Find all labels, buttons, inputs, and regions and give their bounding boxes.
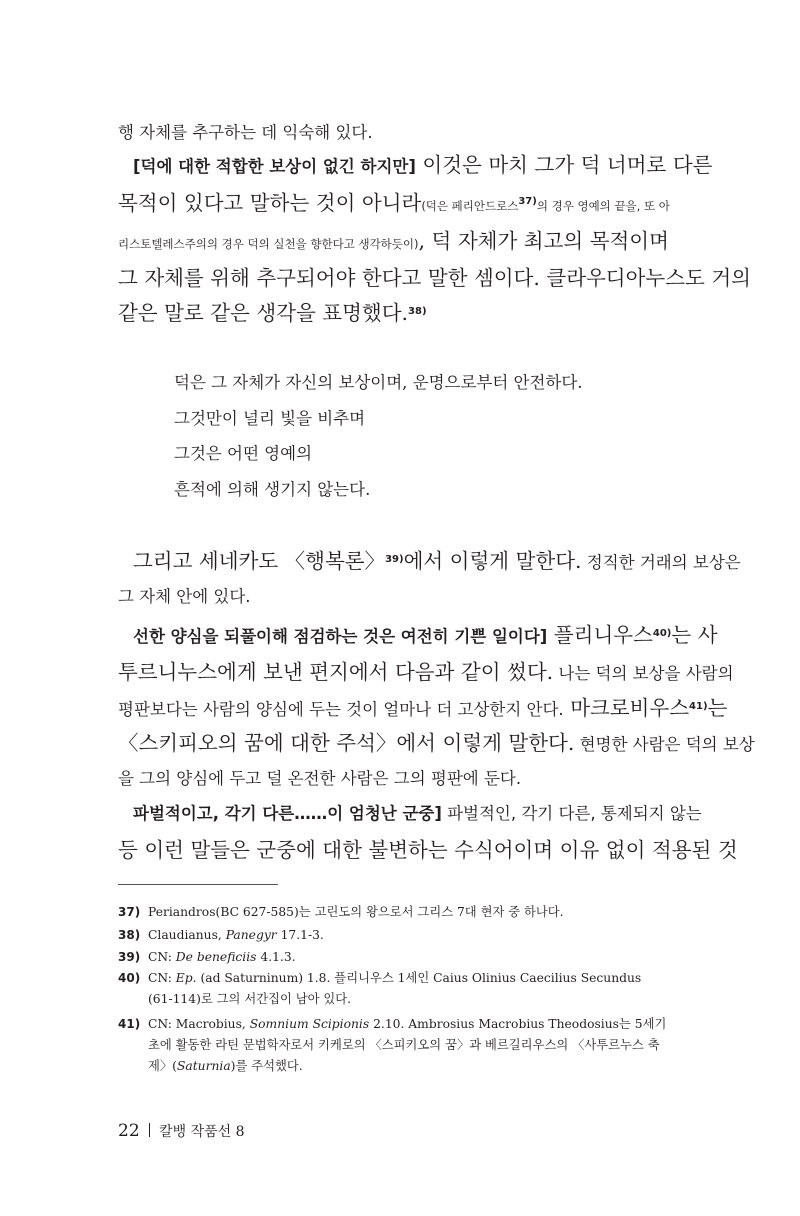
- footnote-text-part: )를 주석했다.: [230, 1059, 303, 1073]
- footnote-ref[interactable]: 41): [689, 701, 708, 712]
- body-text: 을 그의 양심에 두고 덜 온전한 사람은 그의 평판에 둔다.: [118, 769, 522, 788]
- footnote-text: [148, 947, 683, 968]
- book-title: 칼뱅 작품선 8: [159, 1124, 245, 1140]
- footnote-number: 41): [118, 1017, 141, 1031]
- footnote-text-part: 17.1-3.: [276, 928, 324, 942]
- footnote-ref[interactable]: 37): [518, 196, 537, 207]
- footnote-text-part: . (ad Saturninum) 1.8. 플리니우스 1세인 Caius Olinius Caecilius Secundus: [192, 971, 642, 985]
- poem-line: 그것은 어떤 영예의: [174, 444, 313, 463]
- footnote-text-part: Claudianus,: [148, 928, 226, 942]
- body-text: 행 자체를 추구하는 데 익숙해 있다.: [118, 123, 373, 142]
- text-line: [118, 771, 521, 788]
- text-line: [118, 193, 670, 214]
- footnote-title: Somnium Scipionis: [249, 1017, 370, 1031]
- text-line: [133, 155, 712, 176]
- page-footer: [118, 1121, 245, 1141]
- footnote-ref[interactable]: 38): [408, 306, 427, 317]
- footnote-text-part: Periandros(BC 627-585)는 고린도의 왕으로서 그리스 7대 현자 중 하나다.: [148, 905, 564, 919]
- footnote-text-part: 4.1.3.: [256, 950, 296, 964]
- footnote-text-part: CN: Macrobius,: [148, 1017, 250, 1031]
- footnote-text: [148, 968, 683, 1010]
- body-text: 평판보다는 사람의 양심에 두는 것이 얼마나 더 고상한지 안다.: [118, 700, 564, 719]
- footnote-number: 39): [118, 950, 141, 964]
- footnote-text-part: CN:: [148, 950, 176, 964]
- text-line: [118, 268, 751, 289]
- section-heading: 파벌적이고, 각기 다른……이 엄청난 군중]: [133, 804, 442, 823]
- body-text: 정직한 거래의 보상은: [581, 553, 741, 572]
- body-text: 〈스키피오의 꿈에 대한 주석〉에서 이렇게 말한다.: [118, 731, 575, 755]
- footnote-title: Ep: [175, 971, 193, 985]
- poem-line: 덕은 그 자체가 자신의 보상이며, 운명으로부터 안전하다.: [174, 373, 583, 392]
- text-line: [118, 231, 669, 252]
- text-line: [118, 840, 738, 861]
- body-text: , 덕 자체가 최고의 목적이며: [418, 229, 669, 253]
- footnote: [118, 968, 683, 1010]
- section-heading: 선한 양심을 되풀이해 점검하는 것은 여전히 기쁜 일이다]: [133, 627, 548, 646]
- body-text: 나는 덕의 보상을 사람의: [553, 664, 734, 683]
- footnote-title: Panegyr: [225, 928, 277, 942]
- body-text: 는: [707, 696, 728, 720]
- footnote-text: [148, 925, 683, 946]
- footnote-title: Saturnia: [176, 1059, 231, 1073]
- footnote-text-part: 제〉(: [148, 1059, 177, 1073]
- body-text: 목적이 있다고 말하는 것이 아니라: [118, 191, 422, 215]
- text-line: [118, 662, 734, 683]
- text-line: [118, 125, 373, 142]
- body-text: 그리고 세네카도 〈행복론〉: [133, 549, 386, 573]
- text-line: [118, 733, 755, 754]
- body-text: 플리니우스: [547, 623, 653, 647]
- body-text: 현명한 사람은 덕의 보상: [574, 735, 755, 754]
- footnote-text-part: (61-114)로 그의 서간집이 남아 있다.: [148, 992, 352, 1006]
- body-text: 파벌적인, 각기 다른, 통제되지 않는: [441, 804, 702, 823]
- body-text: 등 이런 말들은 군중에 대한 불변하는 수식어이며 이유 없이 적용된 것: [118, 838, 738, 862]
- parenthetical-text: 리스토텔레스주의의 경우 덕의 실천을 향한다고 생각하듯이): [118, 237, 419, 251]
- footnote-text-part: 2.10. Ambrosius Macrobius Theodosius는 5세기: [369, 1017, 667, 1031]
- footnote-text: [148, 902, 683, 923]
- footnote-ref[interactable]: 40): [652, 628, 672, 639]
- footnote-title: De beneficiis: [175, 950, 257, 964]
- body-text: 에서 이렇게 말한다.: [403, 549, 582, 573]
- footnote-divider: [118, 884, 278, 885]
- body-text: 그 자체 안에 있다.: [118, 587, 251, 606]
- parenthetical-text: 의 경우 영예의 끝을, 또 아: [536, 199, 670, 213]
- body-text: 같은 말로 같은 생각을 표명했다.: [118, 301, 409, 325]
- parenthetical-text: (덕은 페리안드로스: [421, 199, 519, 213]
- footnote-number: 40): [118, 971, 141, 985]
- footnote-text-part: 초에 활동한 라틴 문법학자로서 키케로의 〈스피키오의 꿈〉과 베르길리우스의 〈사투르누스 축: [148, 1038, 660, 1052]
- text-line: [118, 589, 251, 606]
- body-text: 이것은 마치 그가 덕 너머로 다른: [415, 153, 713, 177]
- footer-divider: [149, 1123, 151, 1137]
- body-text: 그 자체를 위해 추구되어야 한다고 말한 셈이다. 클라우디아누스도 거의: [118, 266, 751, 290]
- text-line: [118, 303, 427, 324]
- footnote-number: 38): [118, 928, 141, 942]
- text-line: [133, 551, 741, 572]
- footnote-number: 37): [118, 905, 141, 919]
- poem-line: 그것만이 널리 빛을 비추며: [174, 409, 366, 428]
- text-line: [133, 806, 702, 823]
- body-text: 투르니누스에게 보낸 편지에서 다음과 같이 썼다.: [118, 660, 554, 684]
- footnote: [118, 947, 683, 968]
- text-line: [118, 698, 727, 719]
- page-number: 22: [118, 1121, 140, 1141]
- footnote-text: [148, 1014, 683, 1077]
- poem-line: 흔적에 의해 생기지 않는다.: [174, 480, 371, 499]
- footnote: [118, 902, 683, 923]
- body-text: 마크로비우스: [563, 696, 690, 720]
- body-text: 는 사: [671, 623, 718, 647]
- footnote-ref[interactable]: 39): [385, 554, 404, 565]
- footnote: [118, 925, 683, 946]
- footnote-text-part: CN:: [148, 971, 176, 985]
- section-heading: [덕에 대한 적합한 보상이 없긴 하지만]: [133, 157, 416, 176]
- footnote: [118, 1014, 683, 1077]
- text-line: [133, 625, 718, 646]
